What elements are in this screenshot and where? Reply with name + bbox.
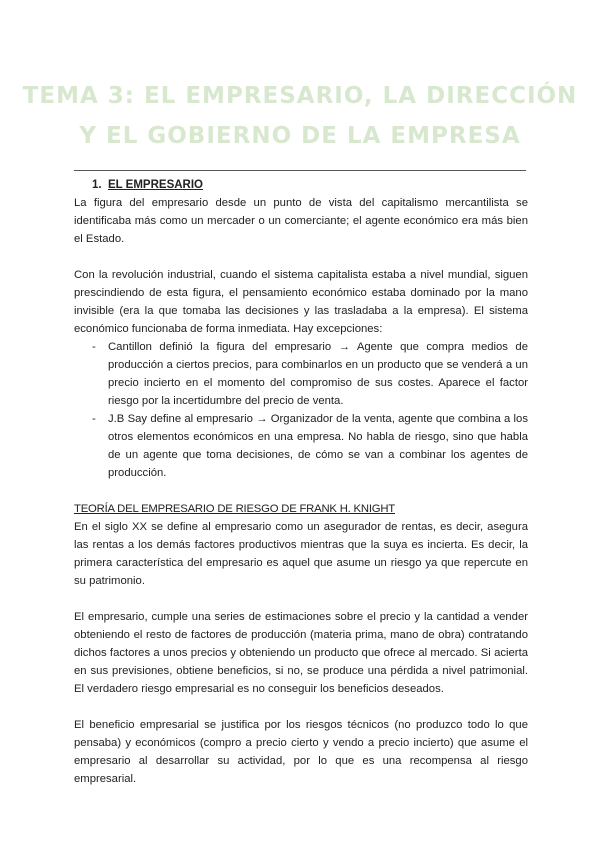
dash-bullet: -: [92, 341, 96, 353]
list-item-text: J.B Say define al empresario → Organizador de la venta, agente que combina a los otros elementos económicos en una empresa. No habla de riesgo, sino que habla de un agente que toma decisiones, de cómo se van a combinar los agentes de producción.: [108, 413, 528, 479]
title-divider: [74, 170, 526, 171]
paragraph: La figura del empresario desde un punto de vista del capitalismo mercantilista se identificaba más como un mercader o un comerciante; el agente económico era más bien el Estado.: [74, 197, 528, 245]
page-title-line-1: TEMA 3: EL EMPRESARIO, LA DIRECCIÓN: [22, 83, 578, 109]
page-title-line-2: Y EL GOBIERNO DE LA EMPRESA: [79, 123, 521, 149]
page-title: [0, 76, 600, 156]
dash-bullet: -: [92, 413, 96, 425]
paragraph: El empresario, cumple una series de estimaciones sobre el precio y la cantidad a vender obteniendo el resto de factores de producción (materia prima, mano de obra) contratando dichos factores a unos precios y obteniendo un producto que ofrece al mercado. Si acierta en sus previsiones, obtiene beneficios, si no, se produce una pérdida a nivel patrimonial. El verdadero riesgo empresarial es no conseguir los beneficios deseados.: [74, 611, 528, 695]
list-item: [74, 338, 528, 410]
list-item-text: Cantillon definió la figura del empresario → Agente que compra medios de producción a ciertos precios, para combinarlos en un producto que se venderá a un precio incierto en el momento del compromiso de sus costes. Aparece el factor riesgo por la incertidumbre del precio de venta.: [108, 341, 528, 407]
section-heading-el-empresario: [74, 176, 528, 194]
subsection-heading-knight: TEORÍA DEL EMPRESARIO DE RIESGO DE FRANK H. KNIGHT: [74, 503, 396, 515]
document-body: [74, 176, 528, 788]
list-item: [74, 410, 528, 482]
paragraph: Con la revolución industrial, cuando el sistema capitalista estaba a nivel mundial, siguen prescindiendo de esta figura, el pensamiento económico estaba dominado por la mano invisible (era la que tomaba las decisiones y las trasladaba a la empresa). El sistema económico funcionaba de forma inmediata. Hay excepciones:: [74, 269, 528, 335]
section-heading-text: EL EMPRESARIO: [108, 179, 203, 191]
exceptions-list: [74, 338, 528, 482]
paragraph: En el siglo XX se define al empresario como un asegurador de rentas, es decir, asegura las rentas a los demás factores productivos mientras que la suya es incierta. Es decir, la primera característica del empresario es aquel que asume un riesgo ya que repercute en su patrimonio.: [74, 521, 528, 587]
paragraph: El beneficio empresarial se justifica por los riesgos técnicos (no produzco todo lo que pensaba) y económicos (compro a precio cierto y vendo a precio incierto) que asume el empresario al desarrollar su actividad, por lo que es una recompensa al riesgo empresarial.: [74, 719, 528, 785]
section-number: 1.: [92, 179, 102, 191]
